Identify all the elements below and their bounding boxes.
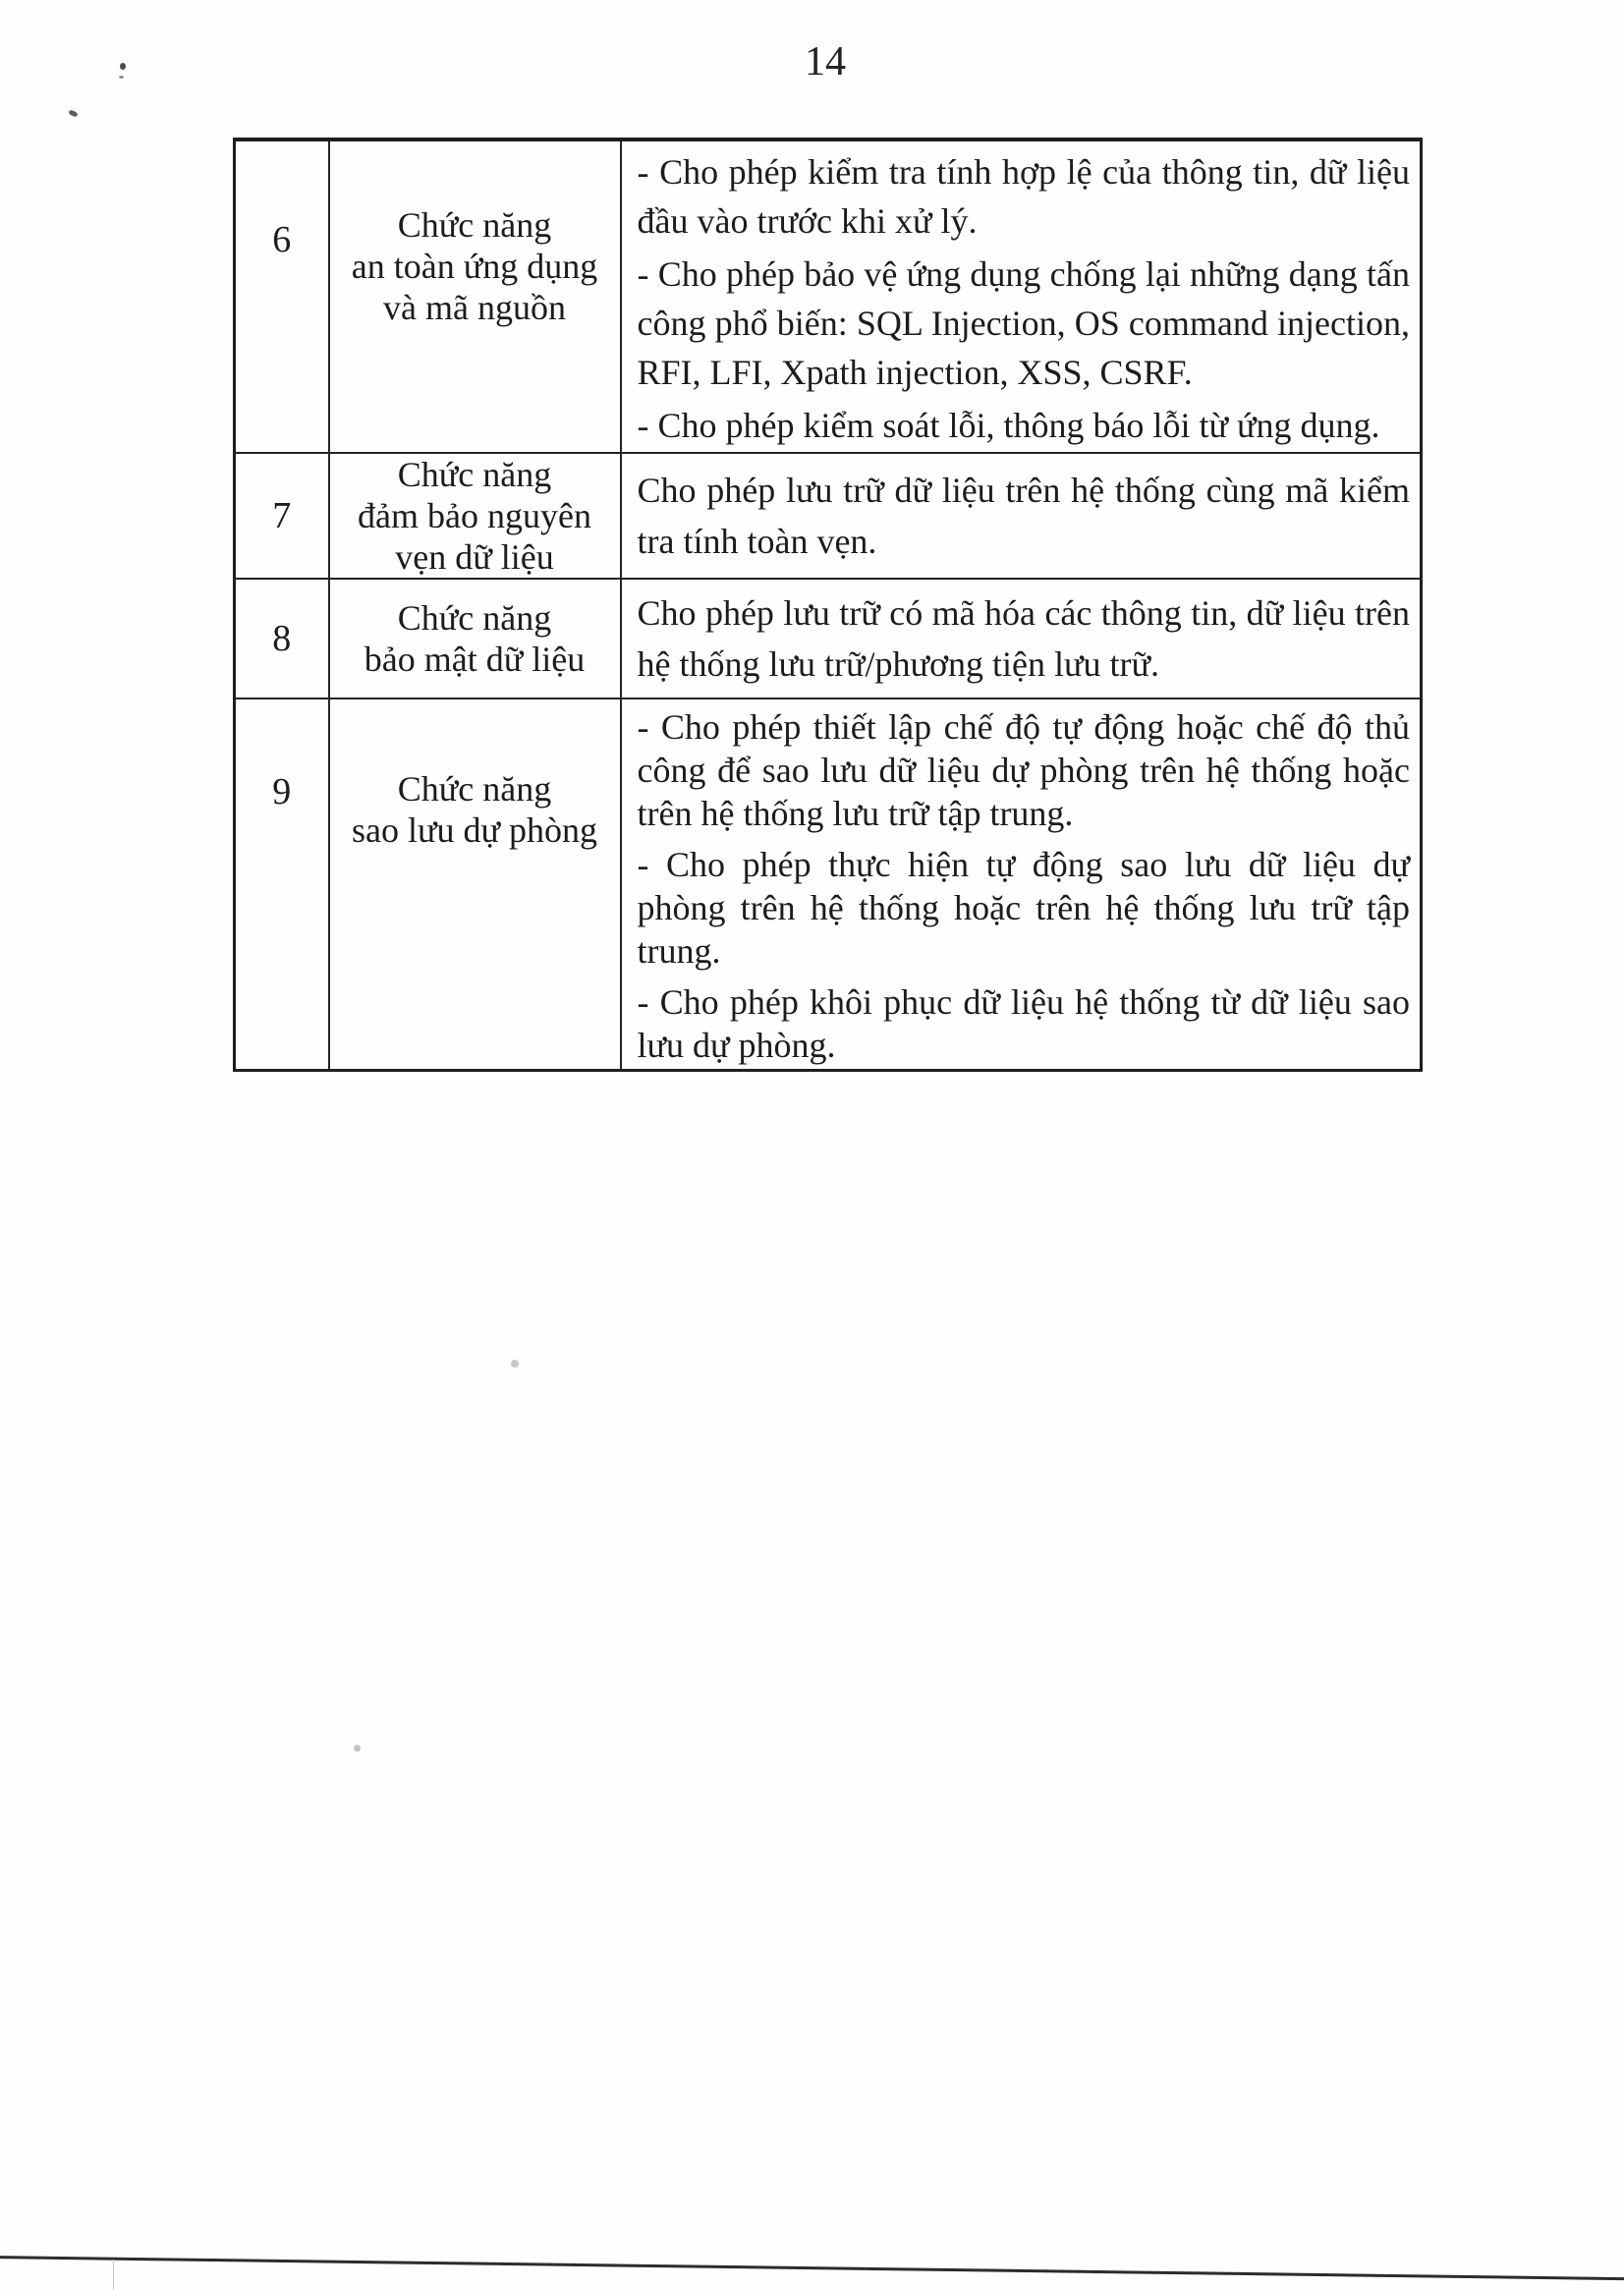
row-number-cell [235,140,329,453]
function-name-line: bảo mật dữ liệu [364,640,586,679]
table-row [235,140,1422,453]
scan-speck [119,76,124,79]
function-name-line: Chức năng [397,455,552,494]
scan-speck [354,1745,361,1752]
table-row [235,453,1422,579]
function-name-line: sao lưu dự phòng [351,810,597,850]
row-number: 8 [272,618,292,659]
row-number-cell [235,453,329,579]
function-description-cell [621,579,1422,698]
function-name-cell [329,579,621,698]
page-number: 14 [805,39,846,84]
scan-edge-tick [113,2260,114,2290]
description-paragraph: - Cho phép khôi phục dữ liệu hệ thống từ dữ liệu sao lưu dự phòng. [637,982,1410,1065]
function-description-cell [621,140,1422,453]
row-number: 6 [272,219,292,260]
function-name-line: vẹn dữ liệu [395,537,554,577]
function-name-line: Chức năng [397,598,552,638]
function-name-cell [329,140,621,453]
function-name-line: an toàn ứng dụng [351,247,598,286]
description-paragraph: - Cho phép bảo vệ ứng dụng chống lại những dạng tấn công phổ biến: SQL Injection, OS command injection, RFI, LFI, Xpath injection, XSS, CSRF. [637,254,1410,392]
function-name-cell [329,453,621,579]
function-name-cell [329,698,621,1071]
table-body [235,140,1422,1071]
description-paragraph: - Cho phép kiểm tra tính hợp lệ của thông tin, dữ liệu đầu vào trước khi xử lý. [637,152,1410,241]
function-name-line: và mã nguồn [383,288,566,327]
description-paragraph: - Cho phép thực hiện tự động sao lưu dữ liệu dự phòng trên hệ thống hoặc trên hệ thống lưu trữ tập trung. [637,845,1410,971]
scan-edge-line [0,2256,1624,2281]
row-number-cell [235,579,329,698]
description-paragraph: Cho phép lưu trữ có mã hóa các thông tin, dữ liệu trên hệ thống lưu trữ/phương tiện lưu trữ. [637,593,1410,684]
function-description-cell [621,453,1422,579]
scan-speck [68,109,78,117]
function-name-line: Chức năng [397,205,552,245]
function-description-cell [621,698,1422,1071]
description-paragraph: Cho phép lưu trữ dữ liệu trên hệ thống cùng mã kiểm tra tính toàn vẹn. [637,471,1410,561]
row-number-cell [235,698,329,1071]
description-paragraph: - Cho phép thiết lập chế độ tự động hoặc chế độ thủ công để sao lưu dữ liệu dự phòng trên hệ thống hoặc trên hệ thống lưu trữ tập trung. [637,707,1410,833]
function-name-line: Chức năng [397,769,552,809]
table-row [235,698,1422,1071]
description-paragraph: - Cho phép kiểm soát lỗi, thông báo lỗi từ ứng dụng. [637,406,1380,445]
row-number: 9 [272,771,292,812]
scan-speck [511,1360,519,1368]
functions-table [233,138,1423,1072]
function-name-line: đảm bảo nguyên [358,496,591,535]
scan-speck [120,63,126,70]
table-row [235,579,1422,698]
row-number: 7 [272,495,292,536]
